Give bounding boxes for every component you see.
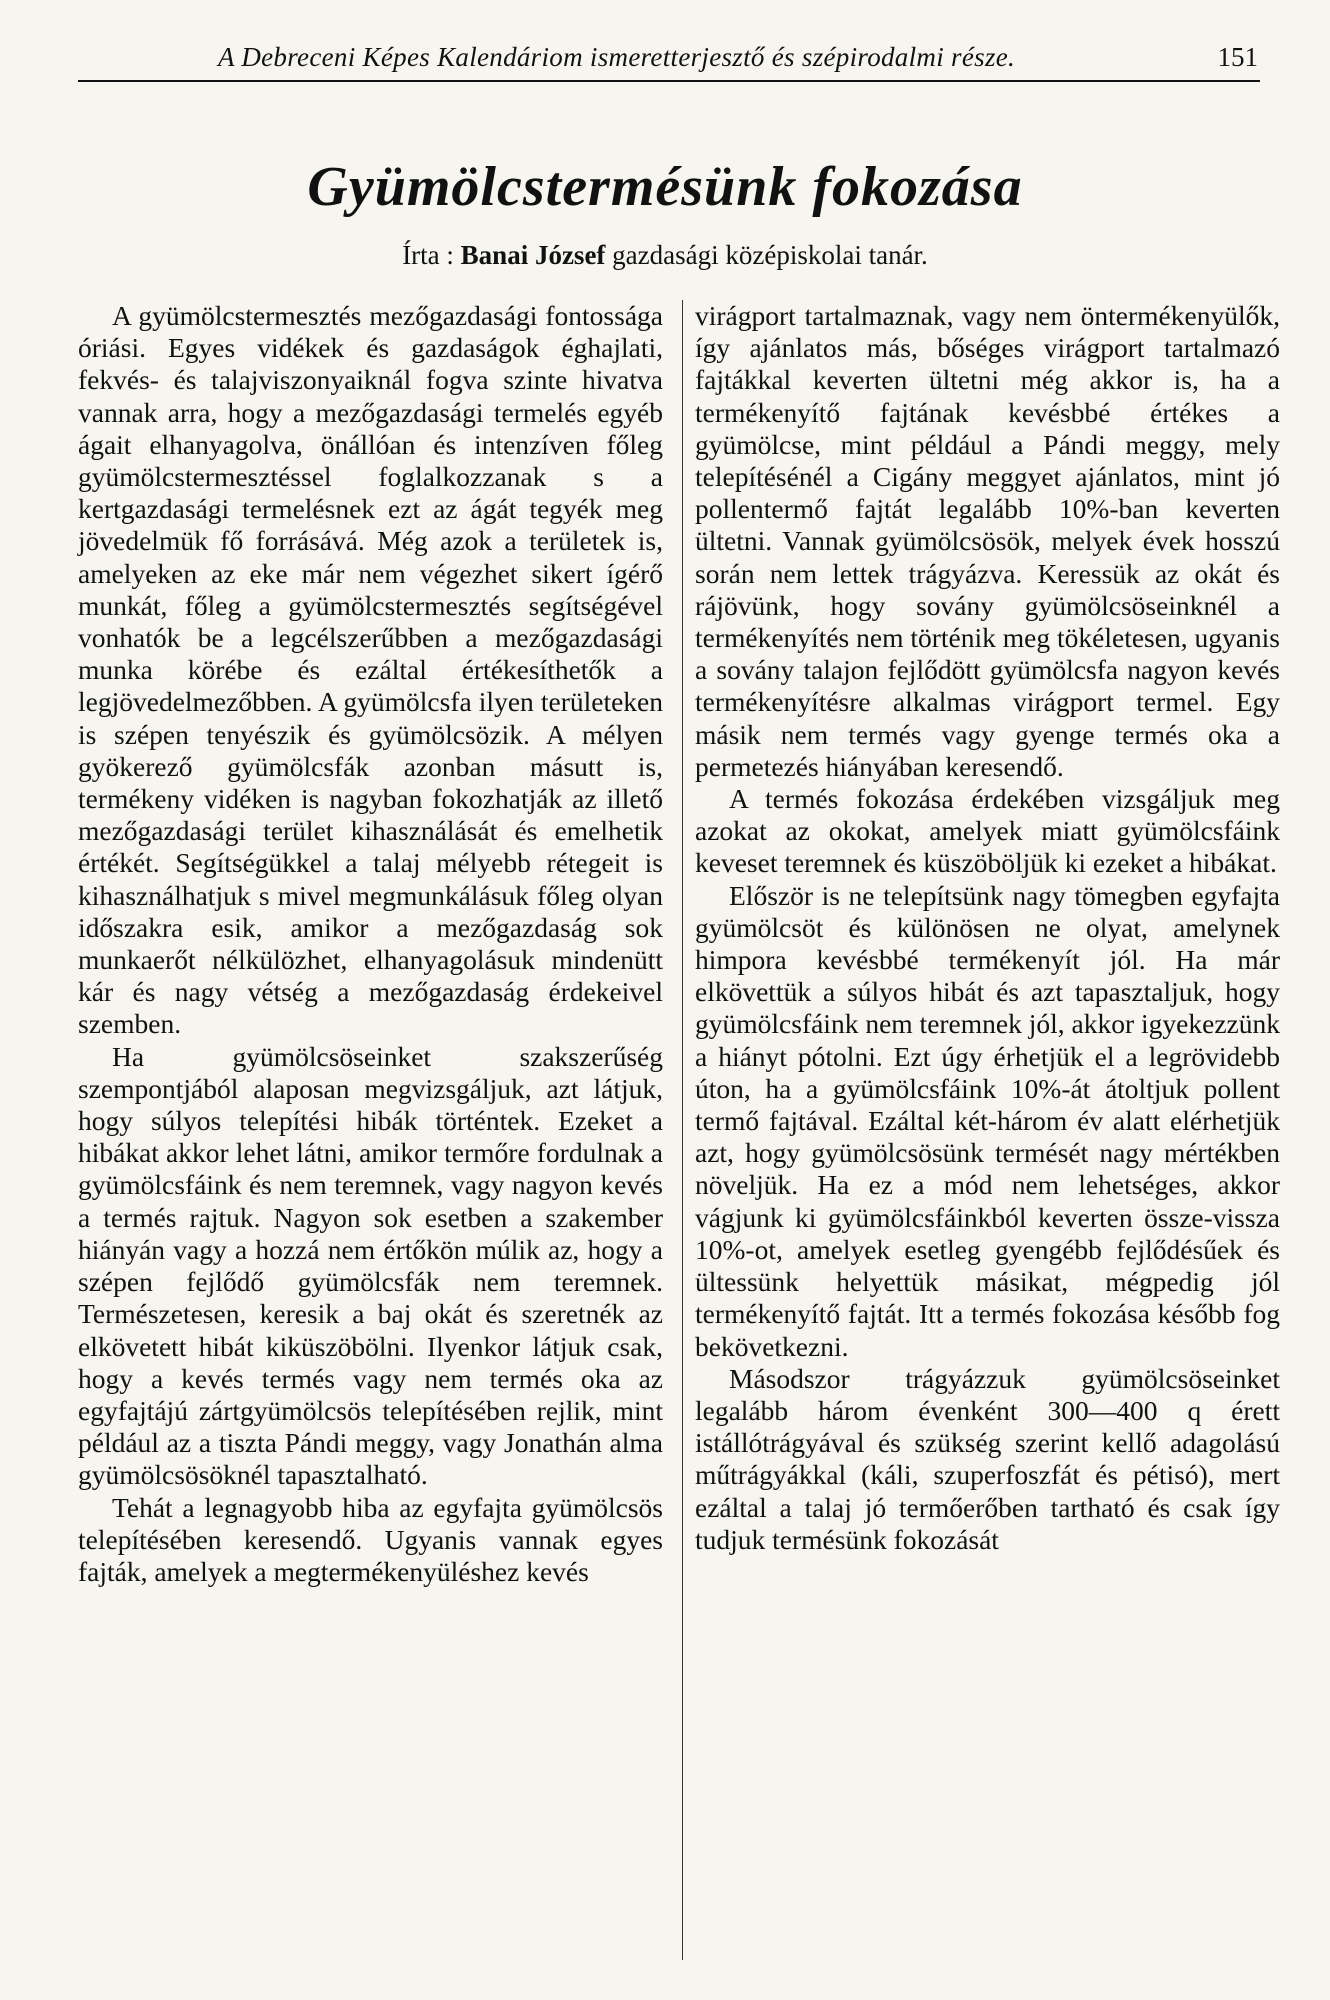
running-title: A Debreceni Képes Kalendáriom ismeretterjesztő és szépirodalmi része.	[218, 42, 1016, 72]
paragraph: Ha gyümölcsöseinket szakszerűség szempontjából alaposan megvizsgáljuk, azt látjuk, hogy súlyos telepítési hibák történtek. Ezeket a hibákat akkor lehet látni, amikor termőre fordulnak a gyümölcsfáink és nem teremnek, vagy nagyon kevés a termés rajtuk. Nagyon sok esetben a szakember hiányán vagy a hozzá nem értőkön múlik az, hogy a szépen fejlődő gyümölcsfák nem teremnek. Természetesen, keresik a baj okát és szeretnék az elkövetett hibát kiküszöbölni. Ilyenkor látjuk csak, hogy a kevés termés vagy nem termés oka az egyfajtájú zártgyümölcsös telepítésében rejlik, mint például az a tiszta Pándi meggy, vagy Jonathán alma gyümölcsösöknél tapasztalható.	[78, 1040, 663, 1491]
right-column	[695, 300, 1280, 1556]
left-column	[78, 300, 663, 1588]
byline-suffix: gazdasági középiskolai tanár.	[612, 240, 928, 270]
article-title: Gyümölcstermésünk fokozása	[307, 156, 1023, 218]
author-name: Banai József	[460, 240, 606, 270]
paragraph: A termés fokozása érdekében vizsgáljuk meg azokat az okokat, amelyek miatt gyümölcsfáink keveset teremnek és küszöböljük ki ezeket a hibákat.	[695, 783, 1280, 879]
column-divider	[682, 300, 683, 1960]
paragraph: Másodszor trágyázzuk gyümölcsöseinket legalább három évenként 300—400 q érett istállótrágyával és szükség szerint kellő adagolású műtrágyákkal (káli, szuperfoszfát és pétisó), mert ezáltal a talaj jó termőerőben tartható és csak így tudjuk termésünk fokozását	[695, 1362, 1280, 1555]
paragraph: Először is ne telepítsünk nagy tömegben egyfajta gyümölcsöt és különösen ne olyat, amelynek himpora kevésbbé termékenyít jól. Ha már elkövettük a súlyos hibát és azt tapasztaljuk, hogy gyümölcsfáink nem teremnek jól, akkor igyekezzünk a hiányt pótolni. Ezt úgy érhetjük el a legrövidebb úton, ha a gyümölcsfáink 10%-át átoltjuk pollent termő fajtával. Ezáltal két-három év alatt elérhetjük azt, hogy gyümölcsösünk termését nagy mértékben növeljük. Ha ez a mód nem lehetséges, akkor vágjunk ki gyümölcsfáinkból keverten össze-vissza 10%-ot, amelyek esetleg gyengébb fejlődésűek és ültessünk helyettük másikat, mégpedig jól termékenyítő fajtát. Itt a termés fokozása később fog bekövetkezni.	[695, 879, 1280, 1362]
paragraph: virágport tartalmaznak, vagy nem öntermékenyülők, így ajánlatos más, bőséges virágport tartalmazó fajtákkal keverten ültetni még akkor is, ha a termékenyítő fajtának kevésbbé értékes a gyümölcse, mint például a Pándi meggy, mely telepítésénél a Cigány meggyet ajánlatos, mint jó pollentermő fajtát legalább 10%-ban keverten ültetni. Vannak gyümölcsösök, melyek évek hosszú során nem lettek trágyázva. Keressük az okát és rájövünk, hogy sovány gyümölcsöseinknél a termékenyítés nem történik meg tökéletesen, ugyanis a sovány talajon fejlődött gyümölcsfa nagyon kevés termékenyítésre alkalmas virágport termel. Egy másik nem termés vagy gyenge termés oka a permetezés hiányában keresendő.	[695, 300, 1280, 782]
page-number: 151	[1217, 42, 1258, 72]
byline-prefix: Írta :	[402, 240, 454, 270]
running-header	[78, 40, 1260, 82]
paragraph: A gyümölcstermesztés mezőgazdasági fontossága óriási. Egyes vidékek és gazdaságok éghajlati, fekvés- és talajviszonyaiknál fogva szinte hivatva vannak arra, hogy a mezőgazdasági termelés egyéb ágait elhanyagolva, önállóan és intenzíven főleg gyümölcstermesztéssel foglalkozzanak s a kertgazdasági termelésnek ezt az ágát tegyék meg jövedelmük fő forrásává. Még azok a területek is, amelyeken az eke már nem végezhet sikert ígérő munkát, főleg a gyümölcstermesztés segítségével vonhatók be a legcélszerűbben a mezőgazdasági munka körébe és ezáltal értékesíthetők a legjövedelmezőbben. A gyümölcsfa ilyen területeken is szépen tenyészik és gyümölcsözik. A mélyen gyökerező gyümölcsfák azonban másutt is, termékeny vidéken is nagyban fokozhatják az illető mezőgazdasági terület kihasználását és emelhetik értékét. Segítségükkel a talaj mélyebb rétegeit is kihasználhatjuk s mivel megmunkálásuk főleg olyan időszakra esik, amikor a mezőgazdaság sok munkaerőt nélkülözhet, elhanyagolásuk mindenütt kár és nagy vétség a mezőgazdaság érdekeivel szemben.	[78, 300, 663, 1040]
paragraph: Tehát a legnagyobb hiba az egyfajta gyümölcsös telepítésében keresendő. Ugyanis vannak egyes fajták, amelyek a megtermékenyüléshez kevés	[78, 1491, 663, 1587]
byline	[0, 240, 1330, 271]
